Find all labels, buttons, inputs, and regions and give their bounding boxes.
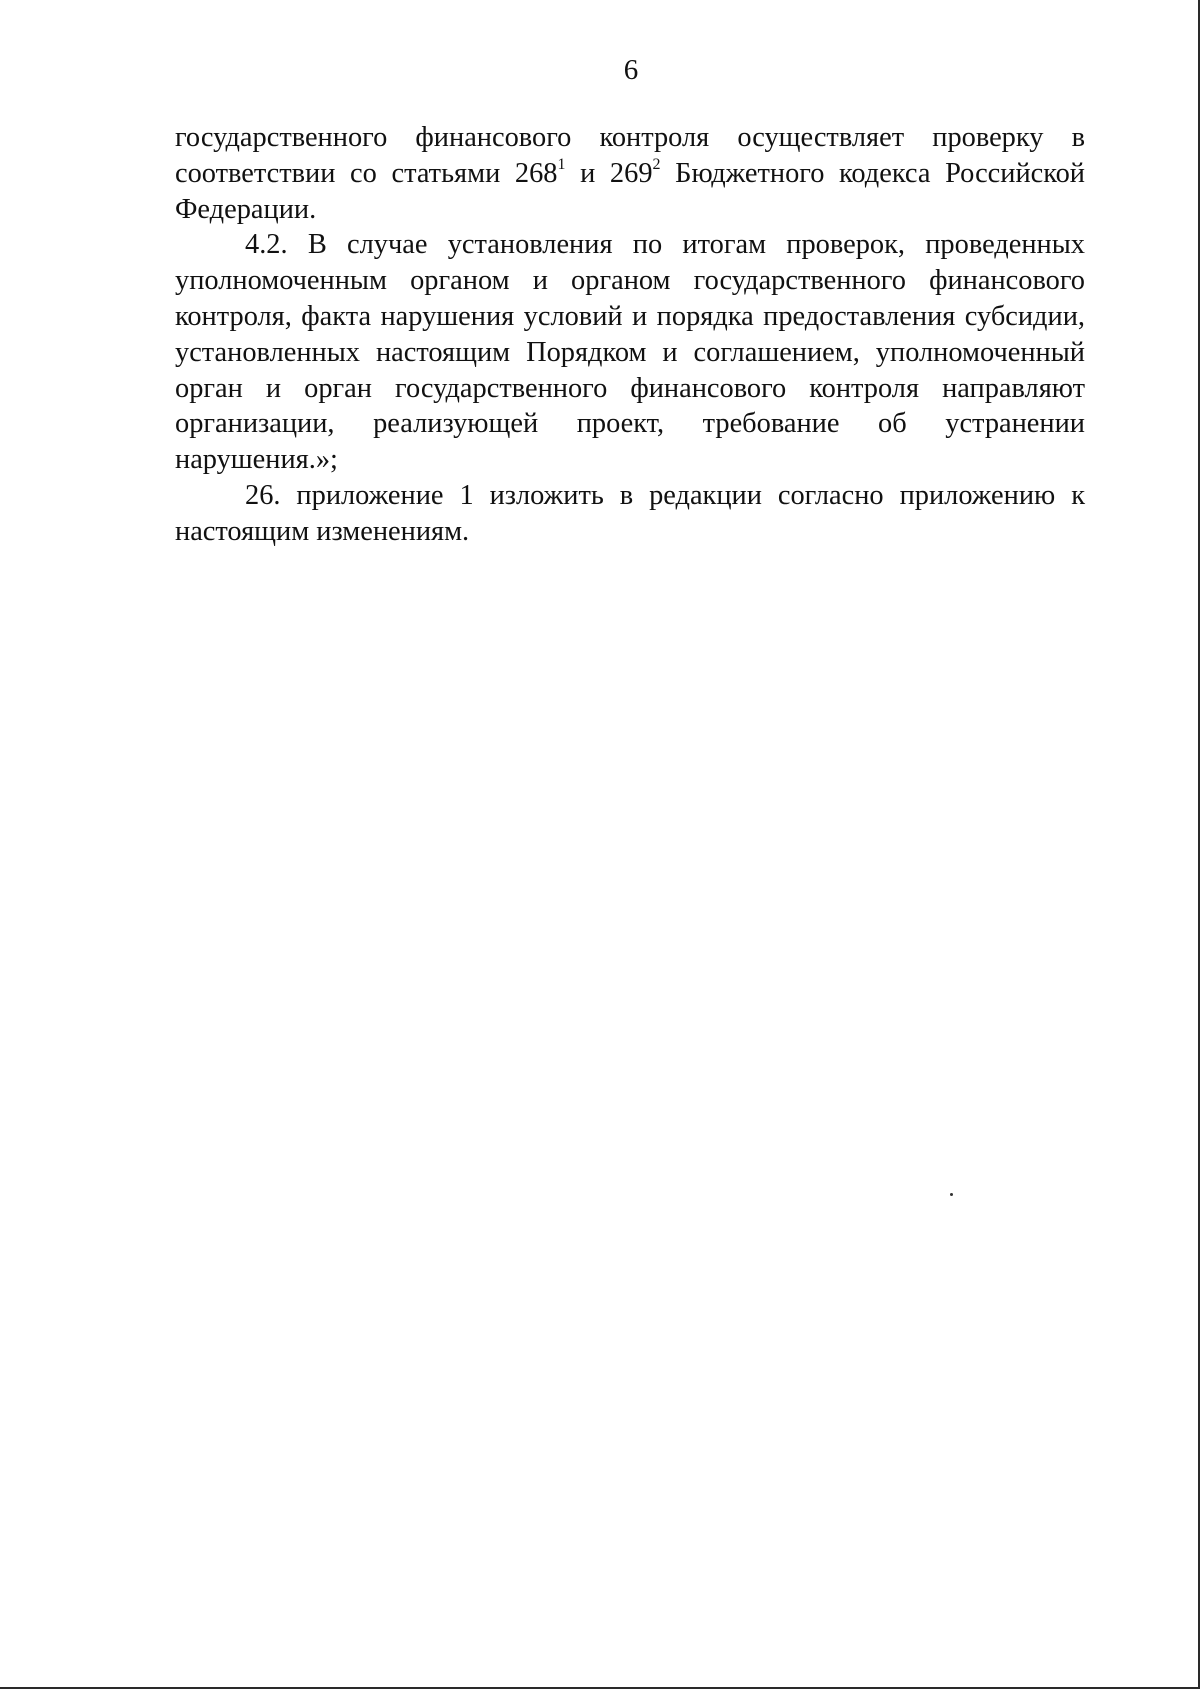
document-body xyxy=(175,120,1085,550)
superscript-article-268: 1 xyxy=(557,155,566,173)
scan-speck xyxy=(950,1193,953,1196)
paragraph-text-part: государственного финансового контроля осуществляет проверку в соответствии со статьями 268 xyxy=(175,122,1085,189)
paragraph-text-part: Бюджетного кодекса Российской Федерации. xyxy=(175,157,1086,225)
paragraph-text-part: и 269 xyxy=(565,157,653,189)
paragraph-26: 26. приложение 1 изложить в редакции согласно приложению к настоящим изменениям. xyxy=(175,479,1085,547)
superscript-article-269: 2 xyxy=(652,155,661,173)
paragraph-continuation xyxy=(175,120,1085,227)
paragraph-4-2: 4.2. В случае установления по итогам проверок, проведенных уполномоченным органом и органом государственного финансового контроля, факта нарушения условий и порядка предоставления субсидии, установленных настоящим Порядком и соглашением, уполномоченный орган и орган государственного финансового контроля направляют организации, реализующей проект, требование об устранении нарушения.»; xyxy=(175,229,1085,476)
page-number: 6 xyxy=(623,54,639,86)
